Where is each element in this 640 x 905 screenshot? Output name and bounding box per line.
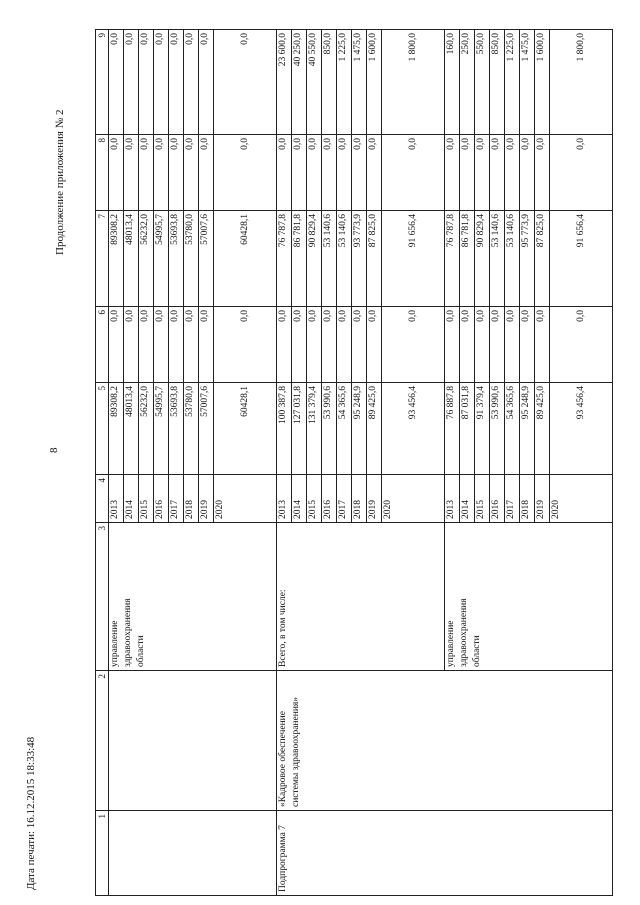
budget-table-container: [95, 30, 617, 896]
value-cell: 0,0: [367, 307, 382, 383]
value-cell: 0,0: [352, 135, 367, 211]
value-cell: 1 225,0: [337, 30, 352, 135]
value-cell: 0,0: [307, 307, 322, 383]
value-cell: 53 140,6: [490, 211, 505, 307]
value-cell: 550,0: [475, 30, 490, 135]
value-cell: 0,0: [367, 135, 382, 211]
value-cell: 1 225,0: [505, 30, 520, 135]
year-cell: 2016: [322, 475, 337, 523]
executor-cell: [445, 523, 613, 671]
year-cell: 2015: [307, 475, 322, 523]
year-cell: 2014: [460, 475, 475, 523]
year-cell: 2017: [505, 475, 520, 523]
value-cell: 54995,7: [154, 383, 169, 475]
value-cell: 0,0: [382, 135, 445, 211]
value-cell: 0,0: [550, 135, 613, 211]
value-cell: 0,0: [277, 307, 292, 383]
value-cell: 0,0: [124, 307, 139, 383]
value-cell: 54 365,6: [505, 383, 520, 475]
value-cell: 0,0: [520, 307, 535, 383]
executor-line: управление: [110, 620, 121, 667]
value-cell: 53693,8: [169, 383, 184, 475]
table-row: [277, 30, 292, 896]
value-cell: 1 600,0: [367, 30, 382, 135]
value-cell: 93 773,9: [352, 211, 367, 307]
value-cell: 86 781,8: [292, 211, 307, 307]
value-cell: 0,0: [184, 307, 199, 383]
value-cell: 0,0: [214, 135, 277, 211]
value-cell: 86 781,8: [460, 211, 475, 307]
year-cell: 2013: [277, 475, 292, 523]
value-cell: 0,0: [199, 30, 214, 135]
value-cell: 0,0: [139, 135, 154, 211]
value-cell: 1 475,0: [520, 30, 535, 135]
executor-line: здравоохранения: [122, 598, 133, 667]
value-cell: 89 425,0: [367, 383, 382, 475]
year-cell: 2019: [367, 475, 382, 523]
executor-line: области: [135, 635, 146, 667]
value-cell: 95 248,9: [520, 383, 535, 475]
value-cell: 56232,0: [139, 383, 154, 475]
value-cell: 89308,2: [109, 211, 124, 307]
value-cell: 89308,2: [109, 383, 124, 475]
value-cell: 0,0: [490, 307, 505, 383]
value-cell: 56232,0: [139, 211, 154, 307]
value-cell: 93 456,4: [382, 383, 445, 475]
value-cell: 0,0: [169, 307, 184, 383]
value-cell: 40 250,0: [292, 30, 307, 135]
value-cell: 131 379,4: [307, 383, 322, 475]
column-number: 7: [96, 211, 109, 307]
value-cell: 53 990,6: [322, 383, 337, 475]
value-cell: 0,0: [109, 30, 124, 135]
year-cell: 2018: [184, 475, 199, 523]
value-cell: 95 773,9: [520, 211, 535, 307]
value-cell: 0,0: [337, 135, 352, 211]
appendix-title: Продолжение приложения № 2: [54, 109, 66, 255]
value-cell: 53693,8: [169, 211, 184, 307]
value-cell: 0,0: [535, 307, 550, 383]
value-cell: 57007,6: [199, 383, 214, 475]
value-cell: 76 887,8: [445, 383, 460, 475]
value-cell: 40 550,0: [307, 30, 322, 135]
value-cell: 850,0: [322, 30, 337, 135]
value-cell: 57007,6: [199, 211, 214, 307]
value-cell: 1 800,0: [550, 30, 613, 135]
value-cell: 87 031,8: [460, 383, 475, 475]
value-cell: 90 829,4: [307, 211, 322, 307]
value-cell: 0,0: [460, 135, 475, 211]
year-cell: 2020: [382, 475, 445, 523]
year-cell: 2013: [445, 475, 460, 523]
executor-cell: [109, 523, 277, 671]
value-cell: 89 425,0: [535, 383, 550, 475]
year-cell: 2013: [109, 475, 124, 523]
value-cell: 91 656,4: [550, 211, 613, 307]
value-cell: 850,0: [490, 30, 505, 135]
year-cell: 2014: [124, 475, 139, 523]
value-cell: 0,0: [277, 135, 292, 211]
value-cell: 0,0: [520, 135, 535, 211]
value-cell: 1 475,0: [352, 30, 367, 135]
value-cell: 0,0: [214, 30, 277, 135]
value-cell: 0,0: [445, 307, 460, 383]
value-cell: 54995,7: [154, 211, 169, 307]
column-number: 8: [96, 135, 109, 211]
value-cell: 76 787,8: [445, 211, 460, 307]
empty-cell: [109, 671, 277, 811]
value-cell: 0,0: [382, 307, 445, 383]
column-number: 9: [96, 30, 109, 135]
value-cell: 53 140,6: [322, 211, 337, 307]
value-cell: 53 140,6: [337, 211, 352, 307]
column-number-row: [96, 30, 109, 896]
value-cell: 0,0: [292, 307, 307, 383]
subprogram-name-line: «Кадровое обеспечение: [278, 711, 289, 807]
subprogram-cell: Подпрограмма 7: [277, 811, 613, 896]
value-cell: 0,0: [169, 135, 184, 211]
value-cell: 0,0: [184, 30, 199, 135]
year-cell: 2016: [154, 475, 169, 523]
value-cell: 100 387,8: [277, 383, 292, 475]
year-cell: 2014: [292, 475, 307, 523]
column-number: 1: [96, 811, 109, 896]
value-cell: 0,0: [199, 307, 214, 383]
year-cell: 2017: [337, 475, 352, 523]
value-cell: 93 456,4: [550, 383, 613, 475]
value-cell: 95 248,9: [352, 383, 367, 475]
subprogram-name-cell: [277, 671, 613, 811]
value-cell: 0,0: [184, 135, 199, 211]
value-cell: 0,0: [139, 307, 154, 383]
value-cell: 1 800,0: [382, 30, 445, 135]
column-number: 2: [96, 671, 109, 811]
value-cell: 250,0: [460, 30, 475, 135]
value-cell: 0,0: [292, 135, 307, 211]
value-cell: 0,0: [352, 307, 367, 383]
value-cell: 127 031,8: [292, 383, 307, 475]
value-cell: 0,0: [214, 307, 277, 383]
column-number: 3: [96, 523, 109, 671]
value-cell: 0,0: [535, 135, 550, 211]
value-cell: 0,0: [475, 135, 490, 211]
value-cell: 0,0: [154, 30, 169, 135]
value-cell: 0,0: [460, 307, 475, 383]
executor-line: области: [471, 635, 482, 667]
value-cell: 0,0: [109, 135, 124, 211]
value-cell: 0,0: [109, 307, 124, 383]
value-cell: 54 365,6: [337, 383, 352, 475]
subprogram-name-line: системы здравоохранения»: [290, 696, 301, 807]
value-cell: 53780,0: [184, 383, 199, 475]
table-body: [96, 30, 613, 896]
year-cell: 2019: [199, 475, 214, 523]
value-cell: 48013,4: [124, 211, 139, 307]
value-cell: 0,0: [307, 135, 322, 211]
budget-table: [95, 29, 613, 896]
value-cell: 0,0: [505, 307, 520, 383]
year-cell: 2018: [352, 475, 367, 523]
value-cell: 0,0: [490, 135, 505, 211]
year-cell: 2015: [475, 475, 490, 523]
value-cell: 91 379,4: [475, 383, 490, 475]
value-cell: 0,0: [139, 30, 154, 135]
value-cell: 0,0: [154, 307, 169, 383]
page-number: 8: [48, 447, 60, 453]
year-cell: 2019: [535, 475, 550, 523]
value-cell: 0,0: [322, 307, 337, 383]
value-cell: 76 787,8: [277, 211, 292, 307]
value-cell: 53780,0: [184, 211, 199, 307]
value-cell: 90 829,4: [475, 211, 490, 307]
total-label-cell: Всего, в том числе:: [277, 523, 445, 671]
year-cell: 2020: [214, 475, 277, 523]
value-cell: 91 656,4: [382, 211, 445, 307]
value-cell: 1 600,0: [535, 30, 550, 135]
year-cell: 2017: [169, 475, 184, 523]
value-cell: 0,0: [475, 307, 490, 383]
value-cell: 23 600,0: [277, 30, 292, 135]
value-cell: 48013,4: [124, 383, 139, 475]
value-cell: 160,0: [445, 30, 460, 135]
value-cell: 0,0: [550, 307, 613, 383]
year-cell: 2018: [520, 475, 535, 523]
executor-line: управление: [446, 620, 457, 667]
value-cell: 0,0: [199, 135, 214, 211]
year-cell: 2020: [550, 475, 613, 523]
value-cell: 0,0: [322, 135, 337, 211]
value-cell: 87 825,0: [367, 211, 382, 307]
value-cell: 53 990,6: [490, 383, 505, 475]
value-cell: 0,0: [124, 135, 139, 211]
empty-cell: [109, 811, 277, 896]
print-date: Дата печати: 16.12.2015 18:33:48: [25, 736, 37, 890]
value-cell: 0,0: [124, 30, 139, 135]
value-cell: 60428,1: [214, 211, 277, 307]
value-cell: 0,0: [505, 135, 520, 211]
column-number: 5: [96, 383, 109, 475]
value-cell: 60428,1: [214, 383, 277, 475]
value-cell: 0,0: [445, 135, 460, 211]
executor-line: здравоохранения: [458, 598, 469, 667]
year-cell: 2015: [139, 475, 154, 523]
value-cell: 0,0: [337, 307, 352, 383]
table-row: [109, 30, 124, 896]
column-number: 4: [96, 475, 109, 523]
value-cell: 87 825,0: [535, 211, 550, 307]
year-cell: 2016: [490, 475, 505, 523]
value-cell: 0,0: [169, 30, 184, 135]
value-cell: 0,0: [154, 135, 169, 211]
value-cell: 53 140,6: [505, 211, 520, 307]
column-number: 6: [96, 307, 109, 383]
